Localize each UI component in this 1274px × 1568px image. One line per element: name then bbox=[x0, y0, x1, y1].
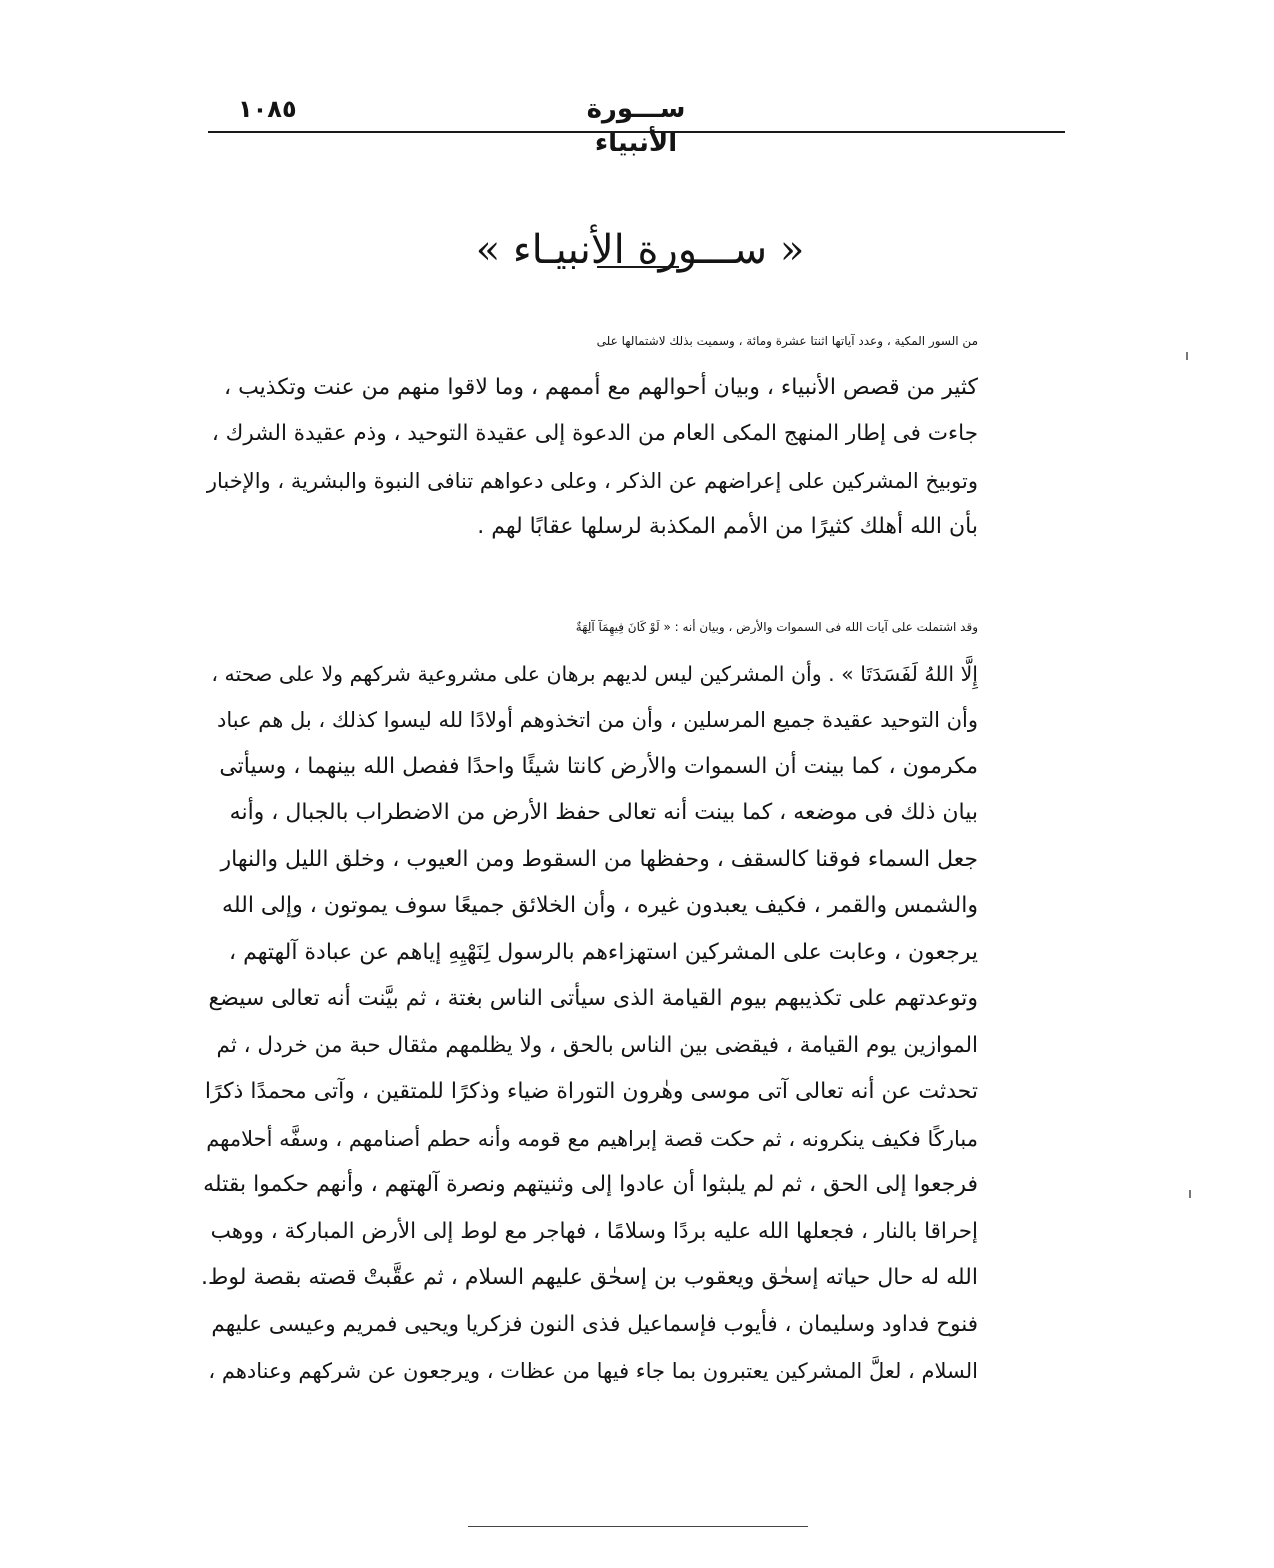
content-paragraph bbox=[200, 604, 1042, 1395]
text-line: فرجعوا إلى الحق ، ثم لم يلبثوا أن عادوا إلى وثنيتهم ونصرة آلهتهم ، وأنهم حكموا بقتله bbox=[203, 1172, 978, 1197]
page-number: ١٠٨٥ bbox=[238, 95, 297, 123]
text-line: فنوح فداود وسليمان ، فأيوب فإسماعيل فذى النون فزكريا ويحيى فمريم وعيسى عليهم bbox=[211, 1311, 978, 1337]
text-line: السلام ، لعلَّ المشركين يعتبرون بما جاء فيها من عظات ، ويرجعون عن شركهم وعنادهم ، bbox=[208, 1359, 978, 1383]
text-line: بيان ذلك فى موضعه ، كما بينت أنه تعالى حفظ الأرض من الاضطراب بالجبال ، وأنه bbox=[229, 800, 978, 825]
text-line: من السور المكية ، وعدد آياتها اثنتا عشرة ومائة ، وسميت بذلك لاشتمالها على bbox=[596, 334, 978, 348]
text-line: بأن الله أهلك كثيرًا من الأمم المكذبة لرسلها عقابًا لهم . bbox=[477, 514, 978, 539]
text-line: وأن التوحيد عقيدة جميع المرسلين ، وأن من اتخذوهم أولادًا لله ليسوا كذلك ، بل هم عباد bbox=[216, 708, 978, 732]
text-line: يرجعون ، وعابت على المشركين استهزاءهم بالرسول لِنَهْيِهِ إياهم عن عبادة آلهتهم ، bbox=[229, 939, 978, 965]
surah-title: « ســـورة الأنبيـاء » bbox=[475, 226, 805, 273]
intro-paragraph bbox=[200, 318, 1042, 551]
running-header bbox=[208, 92, 1064, 158]
header-divider bbox=[208, 131, 1065, 133]
text-line: إحراقا بالنار ، فجعلها الله عليه بردًا وسلامًا ، فهاجر مع لوط إلى الأرض المباركة ، ووهب bbox=[210, 1218, 978, 1244]
running-title: ســـورة الأنبياء bbox=[586, 94, 686, 158]
scan-speck bbox=[1189, 1190, 1191, 1198]
title-divider bbox=[597, 266, 679, 268]
text-line: الله له حال حياته إسحٰق ويعقوب بن إسحٰق عليهم السلام ، ثم عقَّبتْ قصته بقصة لوط. bbox=[200, 1265, 978, 1290]
text-line: وتوعدتهم على تكذيبهم بيوم القيامة الذى سيأتى الناس بغتة ، ثم بيَّنت أنه تعالى سيضع bbox=[208, 986, 978, 1011]
text-line: جاءت فى إطار المنهج المكى العام من الدعوة إلى عقيدة التوحيد ، وذم عقيدة الشرك ، bbox=[211, 421, 978, 446]
text-line: مباركًا فكيف ينكرونه ، ثم حكت قصة إبراهيم مع قومه وأنه حطم أصنامهم ، وسفَّه أحلامهم bbox=[206, 1126, 978, 1151]
text-line: والشمس والقمر ، فكيف يعبدون غيره ، وأن الخلائق جميعًا سوف يموتون ، وإلى الله bbox=[222, 893, 978, 918]
text-line: وتوبيخ المشركين على إعراضهم عن الذكر ، وعلى دعواهم تنافى النبوة والبشرية ، والإخبار bbox=[206, 468, 978, 493]
text-line: مكرمون ، كما بينت أن السموات والأرض كانتا شيئًا واحدًا ففصل الله بينهما ، وسيأتى bbox=[219, 753, 978, 779]
scan-speck bbox=[1186, 352, 1188, 360]
footer-divider bbox=[468, 1526, 808, 1527]
text-line: إِلَّا اللهُ لَفَسَدَتَا » . وأن المشركين ليس لديهم برهان على مشروعية شركهم ولا على صحته ، bbox=[211, 661, 978, 686]
text-line: كثير من قصص الأنبياء ، وبيان أحوالهم مع أممهم ، وما لاقوا منهم من عنت وتكذيب ، bbox=[223, 374, 978, 400]
text-line: جعل السماء فوقنا كالسقف ، وحفظها من السقوط ومن العيوب ، وخلق الليل والنهار bbox=[220, 846, 978, 872]
text-line: وقد اشتملت على آيات الله فى السموات والأرض ، وبيان أنه : « لَوْ كَانَ فِيهِمَآ آلِهَةٌ bbox=[575, 620, 978, 634]
text-line: الموازين يوم القيامة ، فيقضى بين الناس بالحق ، ولا يظلمهم مثقال حبة من خردل ، ثم bbox=[216, 1032, 978, 1058]
text-line: تحدثت عن أنه تعالى آتى موسى وهٰرون التوراة ضياء وذكرًا للمتقين ، وآتى محمدًا ذكرًا bbox=[204, 1079, 978, 1104]
